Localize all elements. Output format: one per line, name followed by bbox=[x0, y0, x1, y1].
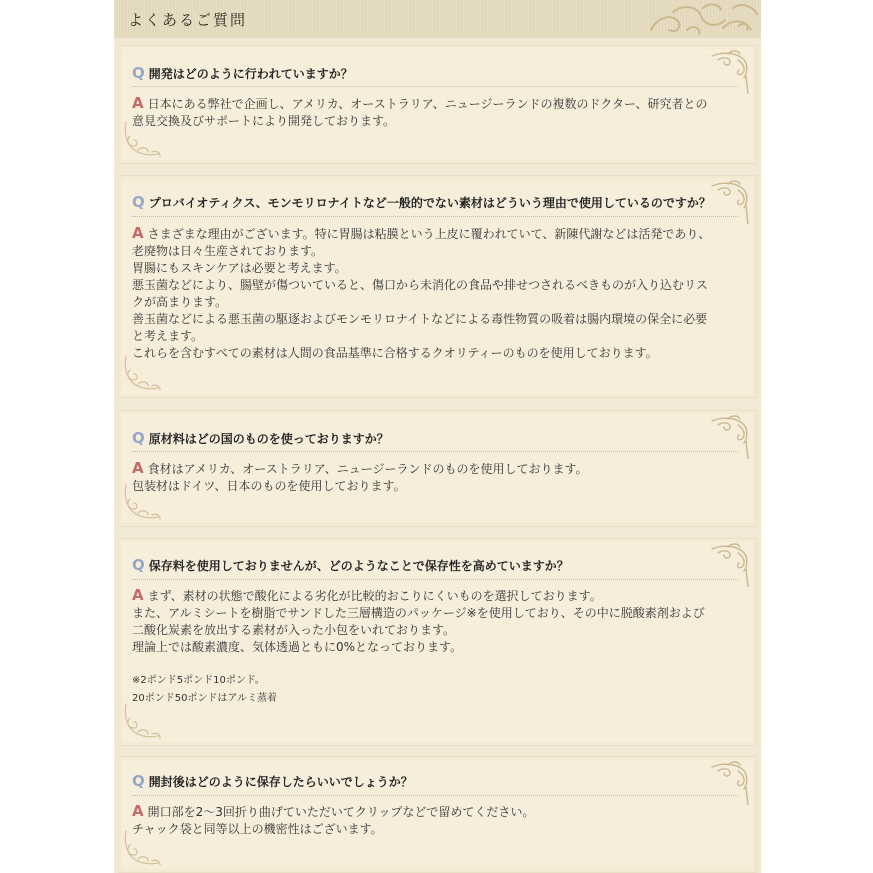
page-title: よくあるご質問 bbox=[128, 11, 248, 29]
faq-item bbox=[118, 45, 757, 164]
divider bbox=[132, 795, 738, 796]
faq-answer bbox=[132, 803, 740, 838]
faq-answer bbox=[132, 587, 740, 708]
question-text: プロバイオティクス、モンモリロナイトなど一般的でない素材はどういう理由で使用しているのですか？ bbox=[148, 196, 711, 210]
answer-mark-icon: A bbox=[132, 586, 144, 604]
question-mark-icon: Q bbox=[132, 429, 145, 447]
answer-line: 胃腸にもスキンケアは必要と考えます。 bbox=[132, 261, 347, 275]
faq-question bbox=[132, 429, 738, 447]
divider bbox=[132, 216, 738, 217]
faq-item bbox=[118, 538, 757, 746]
answer-line: 食材はアメリカ、オーストラリア、ニュージーランドのものを使用しております。 bbox=[147, 462, 588, 476]
answer-mark-icon: A bbox=[132, 224, 144, 242]
answer-line: 意見交換及びサポートにより開発しております。 bbox=[132, 114, 396, 128]
faq-question bbox=[132, 64, 738, 82]
answer-line: 包装材はドイツ、日本のものを使用しております。 bbox=[132, 479, 406, 493]
answer-line: 開口部を2～3回折り曲げていただいてクリップなどで留めてください。 bbox=[147, 805, 535, 819]
header-ornament-icon bbox=[643, 0, 761, 38]
faq-item bbox=[118, 756, 757, 873]
faq-item bbox=[118, 175, 757, 398]
answer-line: 二酸化炭素を放出する素材が入った小包をいれております。 bbox=[132, 623, 456, 637]
answer-line: まず、素材の状態で酸化による劣化が比較的おこりにくいものを選択しております。 bbox=[147, 589, 602, 603]
spacer bbox=[132, 656, 740, 672]
answer-line: 老廃物は日々生産されております。 bbox=[132, 244, 324, 258]
footnote: 20ポンド50ポンドはアルミ蒸着 bbox=[132, 693, 278, 704]
divider bbox=[132, 451, 738, 452]
footnote: ※2ポンド5ポンド10ポンド。 bbox=[132, 675, 265, 686]
faq-answer bbox=[132, 460, 740, 495]
answer-line: チャック袋と同等以上の機密性はございます。 bbox=[132, 822, 383, 836]
divider bbox=[132, 579, 738, 580]
question-text: 原材料はどの国のものを使っておりますか？ bbox=[148, 432, 389, 446]
answer-line: 理論上では酸素濃度、気体透過ともに0%となっております。 bbox=[132, 640, 463, 654]
faq-question bbox=[132, 556, 738, 574]
question-mark-icon: Q bbox=[132, 772, 145, 790]
faq-question bbox=[132, 772, 738, 790]
question-text: 保存料を使用しておりませんが、どのようなことで保存性を高めていますか？ bbox=[148, 559, 569, 573]
question-text: 開封後はどのように保存したらいいでしょうか？ bbox=[148, 775, 413, 789]
question-mark-icon: Q bbox=[132, 64, 145, 82]
answer-line: 日本にある弊社で企画し、アメリカ、オーストラリア、ニュージーランドの複数のドクター、研究者との bbox=[147, 97, 708, 111]
divider bbox=[132, 86, 738, 87]
question-mark-icon: Q bbox=[132, 193, 145, 211]
question-mark-icon: Q bbox=[132, 556, 145, 574]
faq-item bbox=[118, 410, 757, 527]
faq-question bbox=[132, 193, 738, 211]
answer-line: 善玉菌などによる悪玉菌の駆逐およびモンモリロナイトなどによる毒性物質の吸着は腸内環境の保全に必要 bbox=[132, 312, 708, 326]
corner-ornament-icon bbox=[122, 702, 162, 742]
faq-answer bbox=[132, 95, 740, 130]
answer-line: これらを含むすべての素材は人間の食品基準に合格するクオリティーのものを使用しております。 bbox=[132, 346, 658, 360]
faq-header bbox=[114, 0, 761, 39]
answer-line: また、アルミシートを樹脂でサンドした三層構造のパッケージ※を使用しており、その中に脱酸素剤および bbox=[132, 606, 705, 620]
answer-line: クが高まります。 bbox=[132, 295, 228, 309]
answer-line: さまざまな理由がございます。特に胃腸は粘膜という上皮に覆われていて、新陳代謝などは活発であり、 bbox=[147, 227, 711, 241]
answer-line: と考えます。 bbox=[132, 329, 204, 343]
answer-mark-icon: A bbox=[132, 94, 144, 112]
answer-line: 悪玉菌などにより、腸壁が傷ついていると、傷口から未消化の食品や排せつされるべきものが入り込むリス bbox=[132, 278, 708, 292]
faq-page bbox=[114, 0, 761, 873]
faq-answer bbox=[132, 225, 740, 362]
answer-mark-icon: A bbox=[132, 802, 144, 820]
question-text: 開発はどのように行われていますか？ bbox=[148, 67, 353, 81]
answer-mark-icon: A bbox=[132, 459, 144, 477]
